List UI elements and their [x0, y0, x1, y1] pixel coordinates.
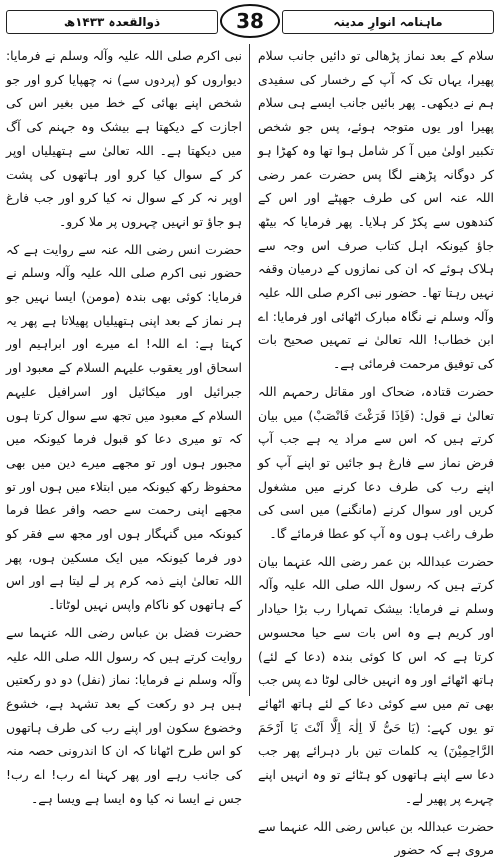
- paragraph: حضرت قتادہ، ضحاک اور مقاتل رحمہم اللہ تعالیٰ نے قول: (فَاِذَا فَرَغْتَ فَانْصَبْ) میں بیان کرتے ہیں کہ اس سے مراد یہ ہے جب آپ فرض نماز سے فارغ ہو جائیں تو اپنے آپ کو اپنے رب کی طرف دعا کرنے میں مشغول کریں اور سوال کرنے (مانگنے) میں اسی کی طرف راغب ہوں وہ آپ کو عطا فرمائے گا۔: [258, 383, 494, 542]
- paragraph: حضرت عبداللہ بن عمر رضی اللہ عنہما بیان کرتے ہیں کہ رسول اللہ صلی اللہ علیہ وآلہ وسلم نے فرمایا: بیشک تمہارا رب بڑا حیادار اور کریم ہے وہ اس بات سے حیا محسوس کرتا ہے کہ اس کا کوئی بندہ (دعا کے لئے) ہاتھ اٹھائے اور وہ انہیں خالی لوٹا دے پس جب بھی تم میں سے کوئی دعا کے لئے ہاتھ اٹھائے تو یوں کہے: (یَا حَیُّ لَا اِلٰہَ اِلَّا اَنْتَ یَا اَرْحَمَ الرَّاحِمِیْنَ) یہ کلمات تین بار دہرائے پھر جب دعا سے اپنے ہاتھوں کو ہٹائے تو وہ انہیں اپنے چہرے پر پھیر لے۔: [258, 553, 494, 806]
- left-column: [6, 44, 242, 806]
- right-column: [258, 44, 494, 858]
- paragraph: حضرت عبداللہ بن عباس رضی اللہ عنہما سے مروی ہے کہ حضور: [258, 818, 494, 858]
- column-divider: [249, 44, 250, 696]
- issue-date: ذوالقعدہ ۱۴۳۳ھ: [6, 10, 218, 34]
- paragraph: حضرت انس رضی اللہ عنہ سے روایت ہے کہ حضور نبی اکرم صلی اللہ علیہ وآلہ وسلم نے فرمایا: کوئی بھی بندہ (مومن) ایسا نہیں جو ہر نماز کے بعد اپنی ہتھیلیاں پھیلاتا ہے پھر یہ کہتا ہے: اے اللہ! اے میرے اور ابراہیم اور اسحاق اور یعقوب علیہم السلام کے معبود اور جبرائیل اور میکائیل اور اسرافیل علیہم السلام کے معبود میں تجھ سے سوال کرتا ہوں کہ تو میری دعا کو قبول فرما کیونکہ میں مجبور ہوں اور تو مجھے میرے دین میں بھی محفوظ رکھ کیونکہ میں ابتلاء میں ہوں اور تو مجھے اپنی رحمت سے حصہ وافر عطا فرما کیونکہ میں گنہگار ہوں اور مجھ سے فقر کو دور فرما کیونکہ میں ایک مسکین ہوں، پھر اللہ تعالیٰ اپنے ذمہ کرم پر لے لیتا ہے اور اس کے ہاتھوں کو ناکام واپس نہیں لوٹاتا۔: [6, 241, 242, 613]
- page-number: 38: [220, 4, 280, 38]
- paragraph: حضرت فضل بن عباس رضی اللہ عنہما سے روایت کرتے ہیں کہ رسول اللہ صلی اللہ علیہ وآلہ وسلم نے فرمایا: نماز (نفل) دو دو رکعتیں ہیں ہر دو رکعت کے بعد تشہد ہے، خشوع وخضوع سکون اور اپنے رب کی طرف ہاتھوں کو اس طرح اٹھانا کہ ان کا اندرونی حصہ منہ کی جانب رہے اور پھر کہنا اے رب! اے رب! جس نے ایسا نہ کیا وہ ایسا ہے ویسا ہے۔: [6, 624, 242, 806]
- page-header: [6, 4, 494, 38]
- paragraph: سلام کے بعد نماز پڑھالی تو دائیں جانب سلام پھیرا، یہاں تک کہ آپ کے رخسار کی سفیدی ہم نے دیکھی۔ پھر بائیں جانب ایسے ہی سلام پھیرا اور یوں متوجہ ہوئے، پس جو شخص تکبیر اولیٰ میں آ کر شامل ہوا تھا وہ کھڑا ہو کر دوگانہ پڑھنے لگا پس حضرت عمر رضی اللہ عنہ اس کی طرف جھپٹے اور اس کے کندھوں سے پکڑ کر ہلایا۔ پھر فرمایا کہ بیٹھ جاؤ کیونکہ اہل کتاب صرف اس وجہ سے ہلاک ہوئے کہ ان کی نمازوں کے درمیان وقفہ نہیں رہتا تھا۔ حضور نبی اکرم صلی اللہ علیہ وآلہ وسلم نے نگاہ مبارک اٹھائی اور فرمایا: اے ابن خطاب! اللہ تعالیٰ نے تمہیں صحیح بات کی توفیق مرحمت فرمائی ہے۔: [258, 48, 494, 372]
- paragraph: نبی اکرم صلی اللہ علیہ وآلہ وسلم نے فرمایا: دیواروں کو (پردوں سے) نہ چھپایا کرو اور جو شخص اپنے بھائی کے خط میں بغیر اس کی اجازت کے دیکھتا ہے بیشک وہ جہنم کی آگ میں دیکھتا ہے۔ اللہ تعالیٰ سے ہتھیلیاں اوپر کر کے سوال کیا کرو اور ہاتھوں کی پشت اوپر نہ کر کے سوال نہ کیا کرو اور جب فارغ ہو جاؤ تو انہیں چہروں پر ملا کرو۔: [6, 48, 242, 229]
- magazine-title: ماہنامہ انوارِ مدینہ: [282, 10, 494, 34]
